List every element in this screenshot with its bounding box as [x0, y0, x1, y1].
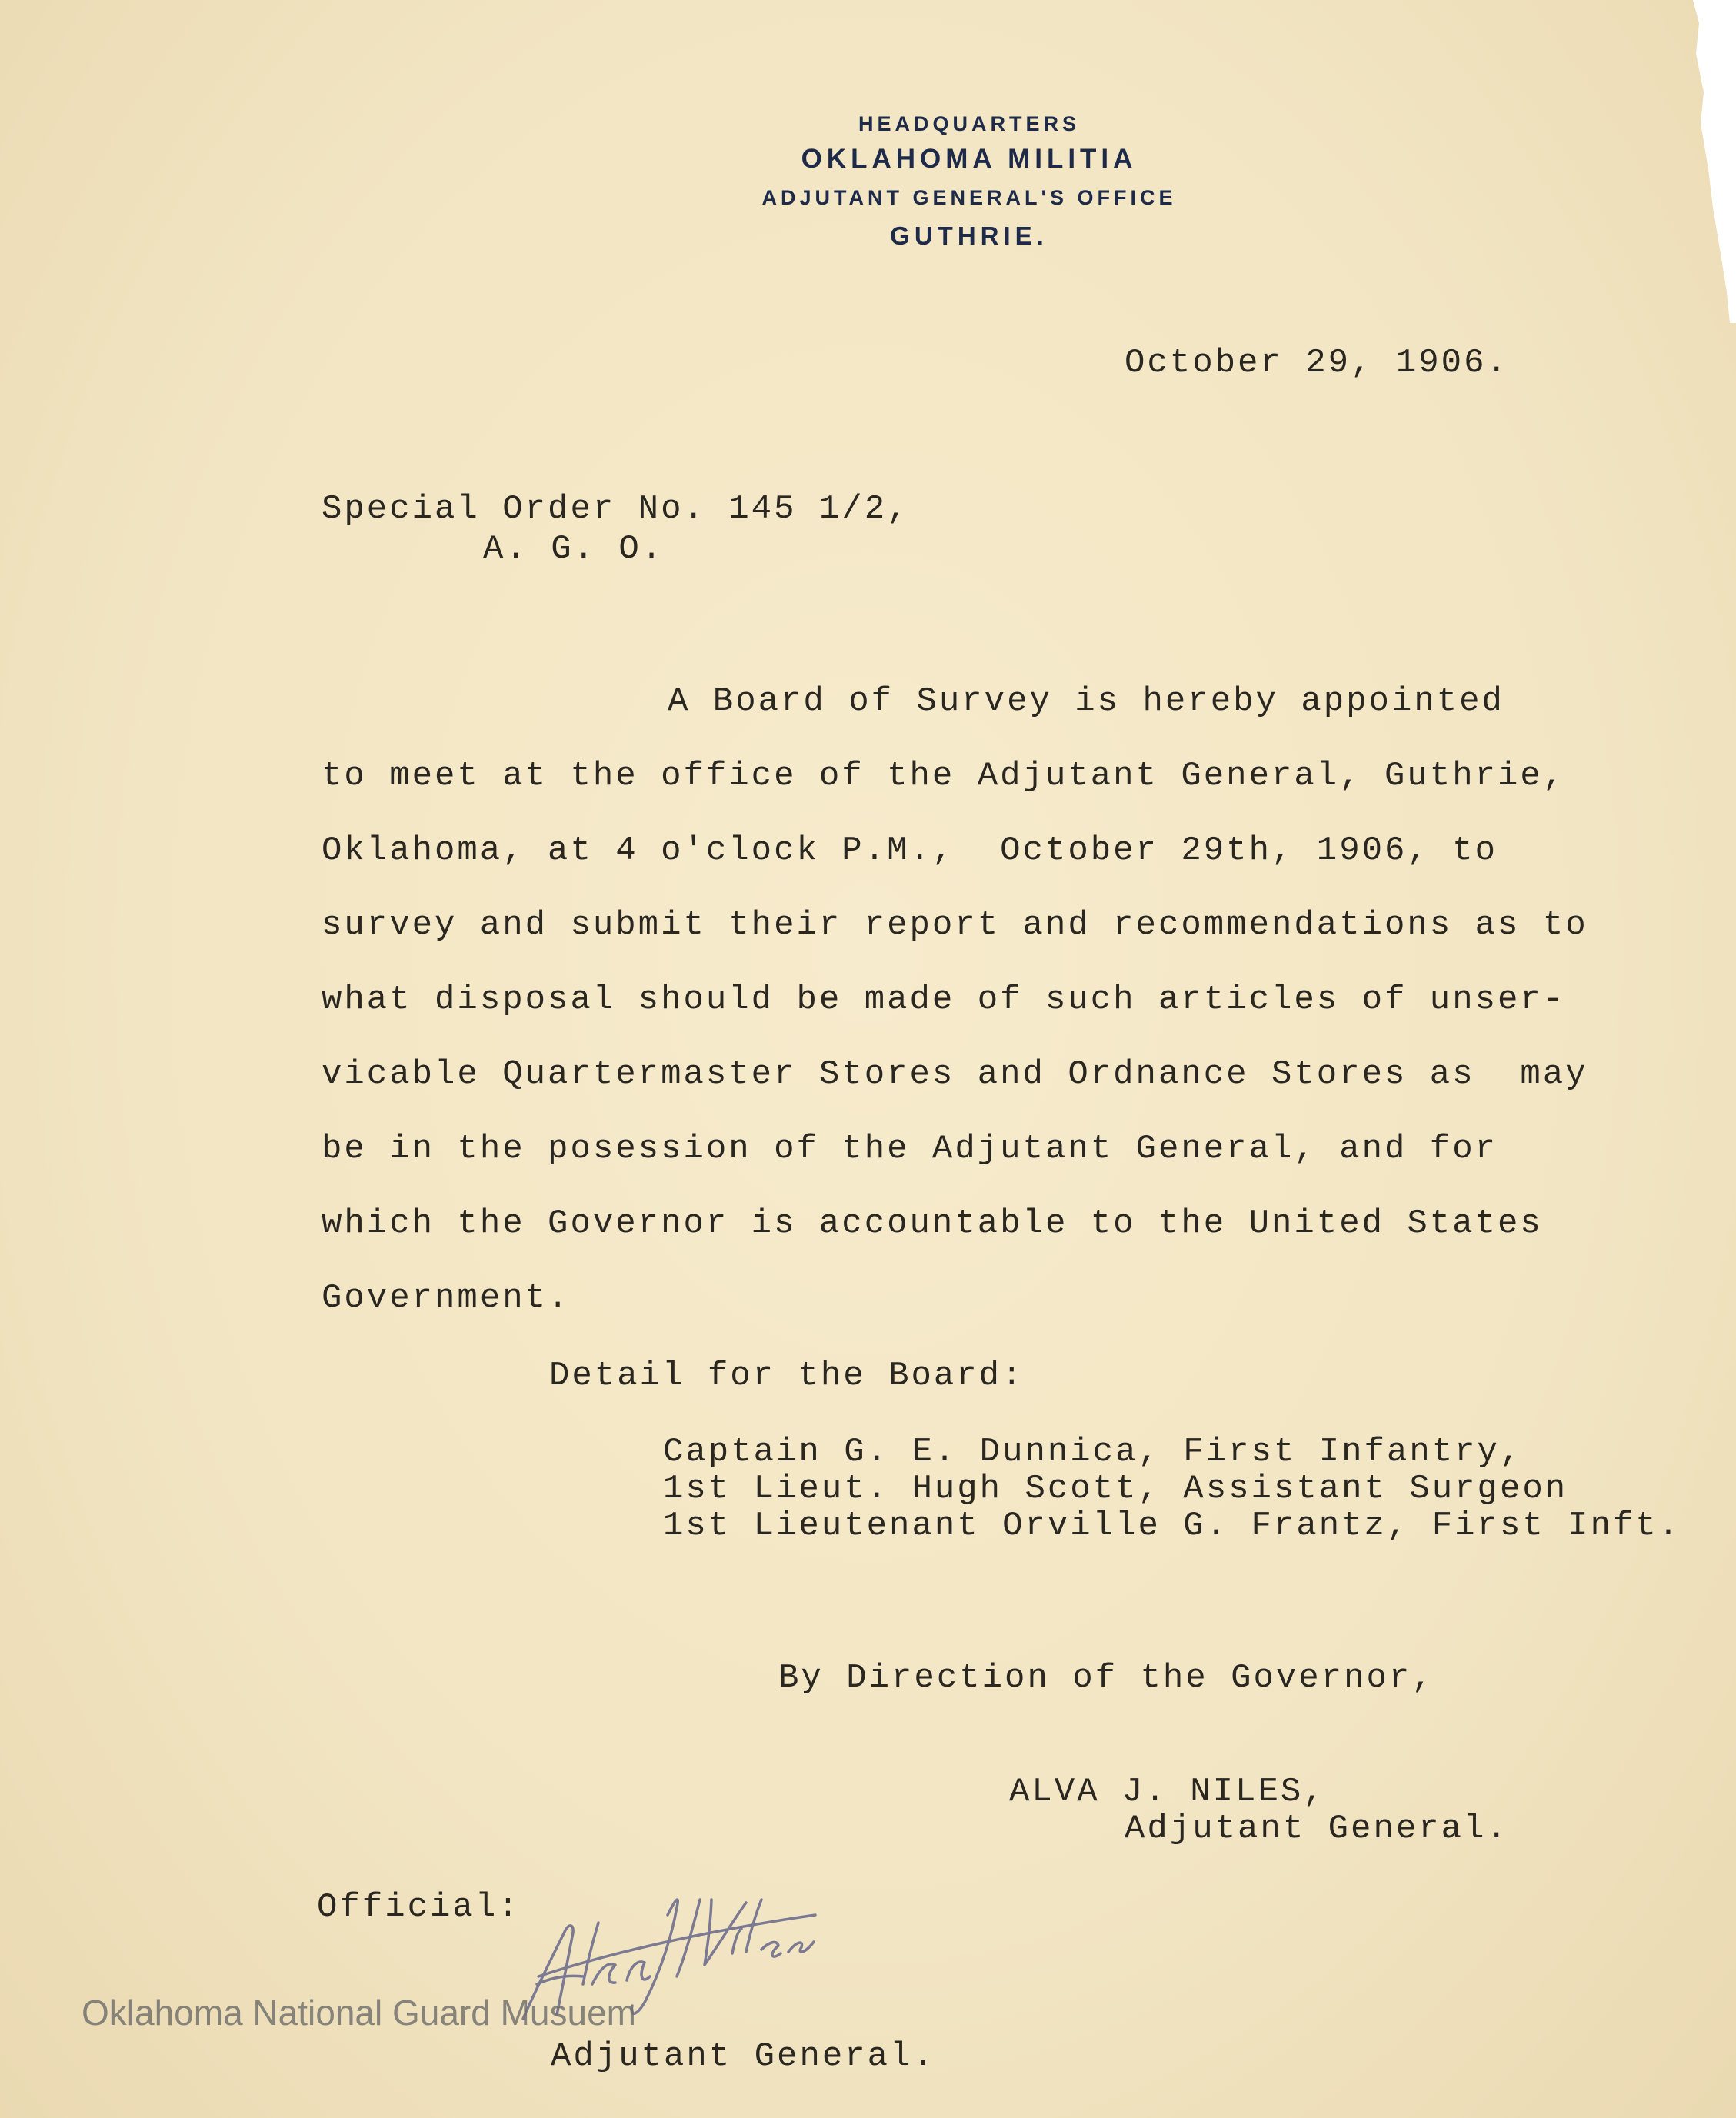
detail-heading: Detail for the Board: [549, 1357, 1025, 1395]
body-line: what disposal should be made of such articles of unser- [322, 981, 1566, 1019]
museum-watermark: Oklahoma National Guard Musuem [82, 1993, 636, 2033]
letter-date: October 29, 1906. [1125, 344, 1509, 382]
order-number: Special Order No. 145 1/2, [322, 490, 910, 528]
body-line: A Board of Survey is hereby appointed [668, 682, 1504, 721]
letterhead-organization: OKLAHOMA MILITIA [801, 144, 1138, 174]
body-line: vicable Quartermaster Stores and Ordnance Stores as may [322, 1055, 1588, 1094]
board-member: 1st Lieutenant Orville G. Frantz, First Inft. [663, 1507, 1681, 1545]
body-line: be in the posession of the Adjutant General, and for [322, 1130, 1498, 1168]
body-line: which the Governor is accountable to the United States [322, 1204, 1543, 1243]
board-member-list [663, 1434, 1681, 1544]
official-label: Official: [317, 1888, 521, 1927]
board-member: Captain G. E. Dunnica, First Infantry, [663, 1433, 1523, 1471]
body-line: Oklahoma, at 4 o'clock P.M., October 29th, 1906, to [322, 831, 1498, 870]
body-line: Government. [322, 1279, 571, 1317]
letterhead-headquarters: HEADQUARTERS [858, 112, 1080, 135]
signer-title: Adjutant General. [1125, 1810, 1509, 1848]
letterhead-office: ADJUTANT GENERAL'S OFFICE [761, 186, 1177, 209]
direction-line: By Direction of the Governor, [778, 1659, 1434, 1697]
bottom-signer-title: Adjutant General. [551, 2037, 935, 2076]
order-office: A. G. O. [483, 530, 665, 568]
body-line: to meet at the office of the Adjutant General, Guthrie, [322, 757, 1566, 795]
torn-paper-edge [1690, 0, 1736, 323]
order-body [322, 683, 1588, 1354]
letterhead-city: GUTHRIE. [890, 221, 1048, 250]
signer-name: ALVA J. NILES, [1009, 1773, 1326, 1811]
letterhead [631, 108, 1308, 255]
board-member: 1st Lieut. Hugh Scott, Assistant Surgeon [663, 1470, 1568, 1508]
body-line: survey and submit their report and recommendations as to [322, 906, 1588, 944]
